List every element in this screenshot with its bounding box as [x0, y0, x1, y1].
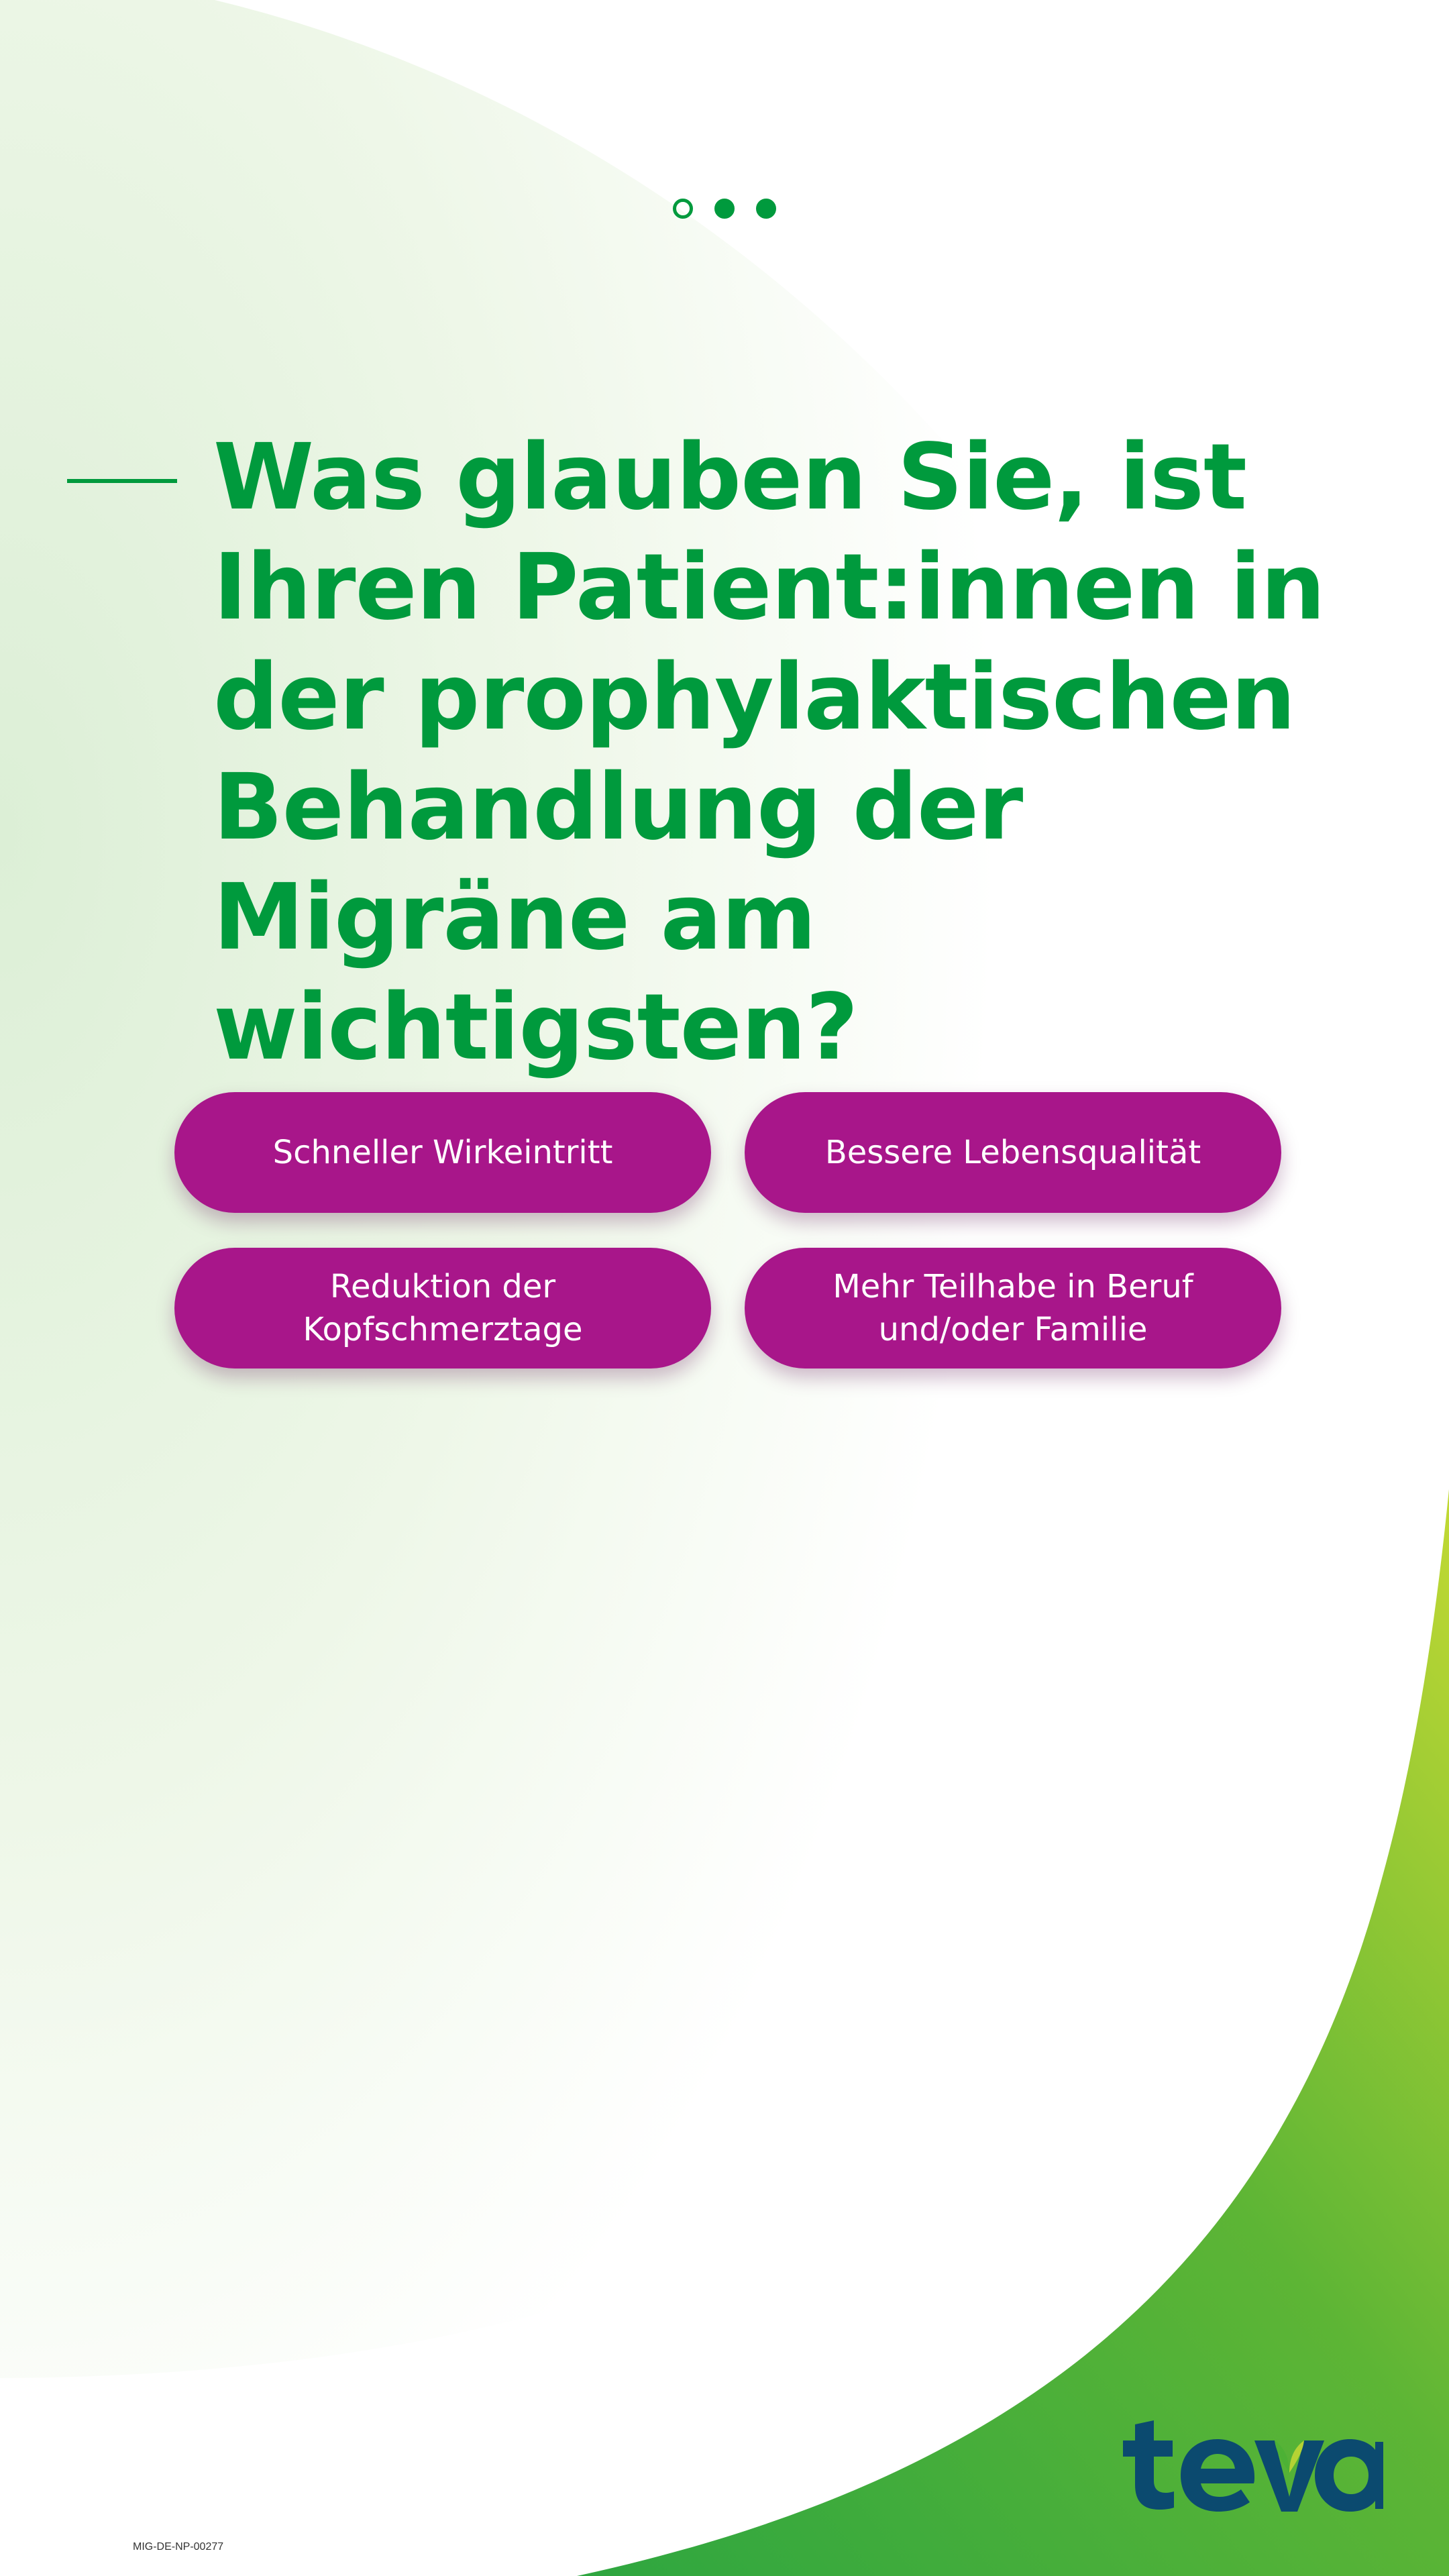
- pagination-dots: [0, 199, 1449, 225]
- title-dash: [67, 479, 177, 483]
- question-heading: Was glauben Sie, ist Ihren Patient:innen in der prophylaktischen Behandlung der Migräne am wichtigsten?: [213, 425, 1325, 1081]
- teva-logo: [1116, 2411, 1385, 2512]
- document-code: MIG-DE-NP-00277: [133, 2541, 224, 2553]
- answer-options: [174, 1092, 1281, 1368]
- pagination-dot-2[interactable]: [714, 199, 735, 219]
- answer-button-bessere-lebensqualitaet[interactable]: Bessere Lebensqualität: [745, 1092, 1281, 1213]
- pagination-dot-3[interactable]: [756, 199, 776, 219]
- answer-button-schneller-wirkeintritt[interactable]: Schneller Wirkeintritt: [174, 1092, 711, 1213]
- answer-button-reduktion-kopfschmerztage[interactable]: Reduktion der Kopfschmerztage: [174, 1248, 711, 1368]
- answer-button-mehr-teilhabe[interactable]: Mehr Teilhabe in Beruf und/oder Familie: [745, 1248, 1281, 1368]
- pagination-dot-1[interactable]: [673, 199, 693, 219]
